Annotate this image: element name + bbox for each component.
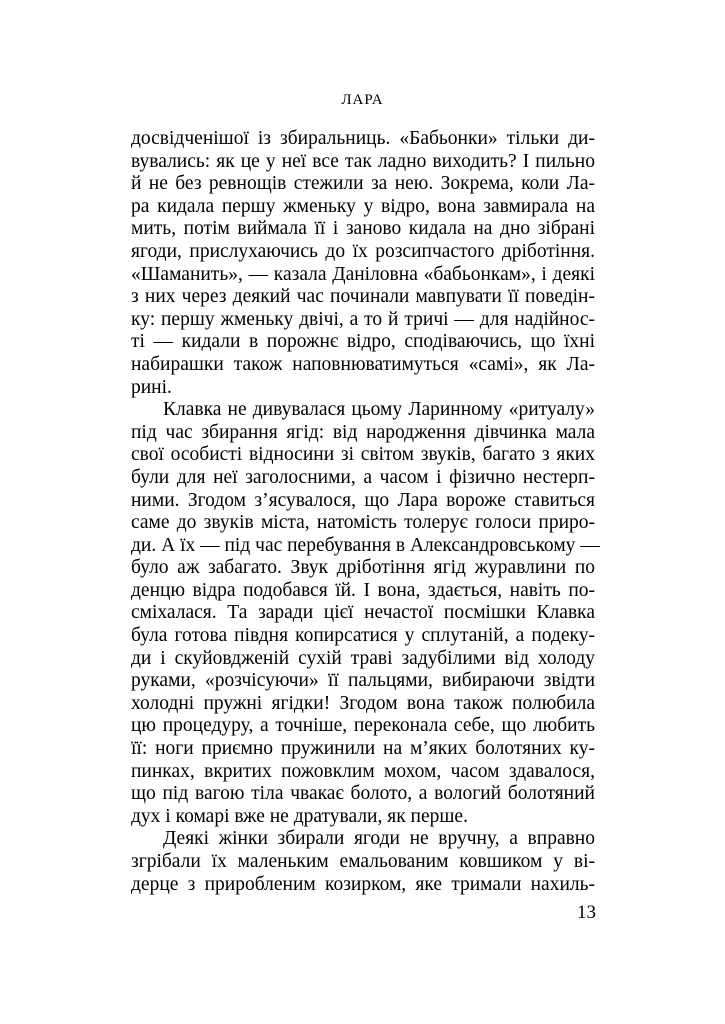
text-line: набирашки також наповнюватимуться «самі», як Ла- (131, 353, 595, 375)
text-line: дух і комарі вже не дратували, як перше. (131, 805, 468, 827)
paragraph-3 (131, 828, 595, 896)
text-line: були для неї заголосними, а часом і фізично нестерп- (131, 466, 595, 488)
text-line: «Шаманить», — казала Даніловна «бабьонкам», і деякі (131, 263, 595, 285)
text-line: руками, «розчісуючи» її пальцями, вибираючи звідти (131, 670, 595, 692)
text-line: ра кидала першу жменьку у відро, вона завмирала на (131, 195, 595, 217)
text-line: ди. А їх — під час перебування в Александровському — (131, 534, 600, 556)
body-text (131, 128, 600, 896)
text-line: її: ноги приємно пружинили на м’яких болотяних ку- (131, 738, 595, 760)
text-line: холодні пружні ягідки! Згодом вона також полюбила (131, 692, 595, 714)
text-line: денцю відра подобався їй. І вона, здається, навіть по- (131, 579, 595, 601)
text-line: згрібали їх маленьким емальованим ковшиком у ві- (131, 851, 595, 872)
text-line: дерце з приробленим козирком, яке тримали нахиль- (131, 873, 595, 895)
text-line: з них через деякий час починали мавпувати її поведін- (131, 286, 595, 308)
text-line: ягоди, прислухаючись до їх розсипчастого дріботіння. (131, 240, 595, 262)
text-line: під час збирання ягід: від народження дівчинка мала (131, 421, 595, 443)
text-line: сміхалася. Та заради цієї нечастої посмішки Клавка (131, 602, 595, 624)
page-number: 13 (577, 902, 596, 923)
text-line: мить, потім виймала її і заново кидала на дно зібрані (131, 218, 595, 240)
text-line: ди і скуйовдженій сухій траві задубілими від холоду (131, 647, 595, 669)
paragraph-2 (131, 399, 600, 828)
text-line: Деякі жінки збирали ягоди не вручну, а вправно (163, 828, 595, 850)
paragraph-1 (131, 128, 595, 399)
text-line: цю процедуру, а точніше, переконала себе, що любить (131, 715, 595, 737)
text-line: пинках, вкритих пожовклим мохом, часом здавалося, (131, 760, 595, 782)
text-line: й не без ревнощів стежили за нею. Зокрема, коли Ла- (131, 173, 595, 195)
running-title: ЛАРА (341, 92, 384, 108)
text-line: була готова півдня копирсатися у сплутаній, а подеку- (131, 625, 595, 647)
text-line: Клавка не дивувалася цьому Ларинному «ритуалу» (163, 399, 595, 421)
text-line: вувались: як це у неї все так ладно виходить? І пильно (131, 150, 595, 172)
text-line: ку: першу жменьку двічі, а то й тричі — для надійнос- (131, 308, 595, 330)
text-line: ті — кидали в порожнє відро, сподіваючись, що їхні (131, 331, 595, 353)
text-line: досвідченішої із збиральниць. «Бабьонки» тільки ди- (131, 128, 595, 149)
text-line: що під вагою тіла чвакає болото, а вологий болотяний (131, 783, 595, 805)
text-line: ними. Згодом з’ясувалося, що Лара вороже ставиться (131, 489, 595, 511)
text-line: свої особисті відносини зі світом звуків, багато з яких (131, 444, 595, 466)
text-line: саме до звуків міста, натомість толерує голоси приро- (131, 512, 595, 534)
text-line: було аж забагато. Звук дріботіння ягід журавлини по (131, 557, 595, 579)
text-line: рині. (131, 376, 172, 398)
